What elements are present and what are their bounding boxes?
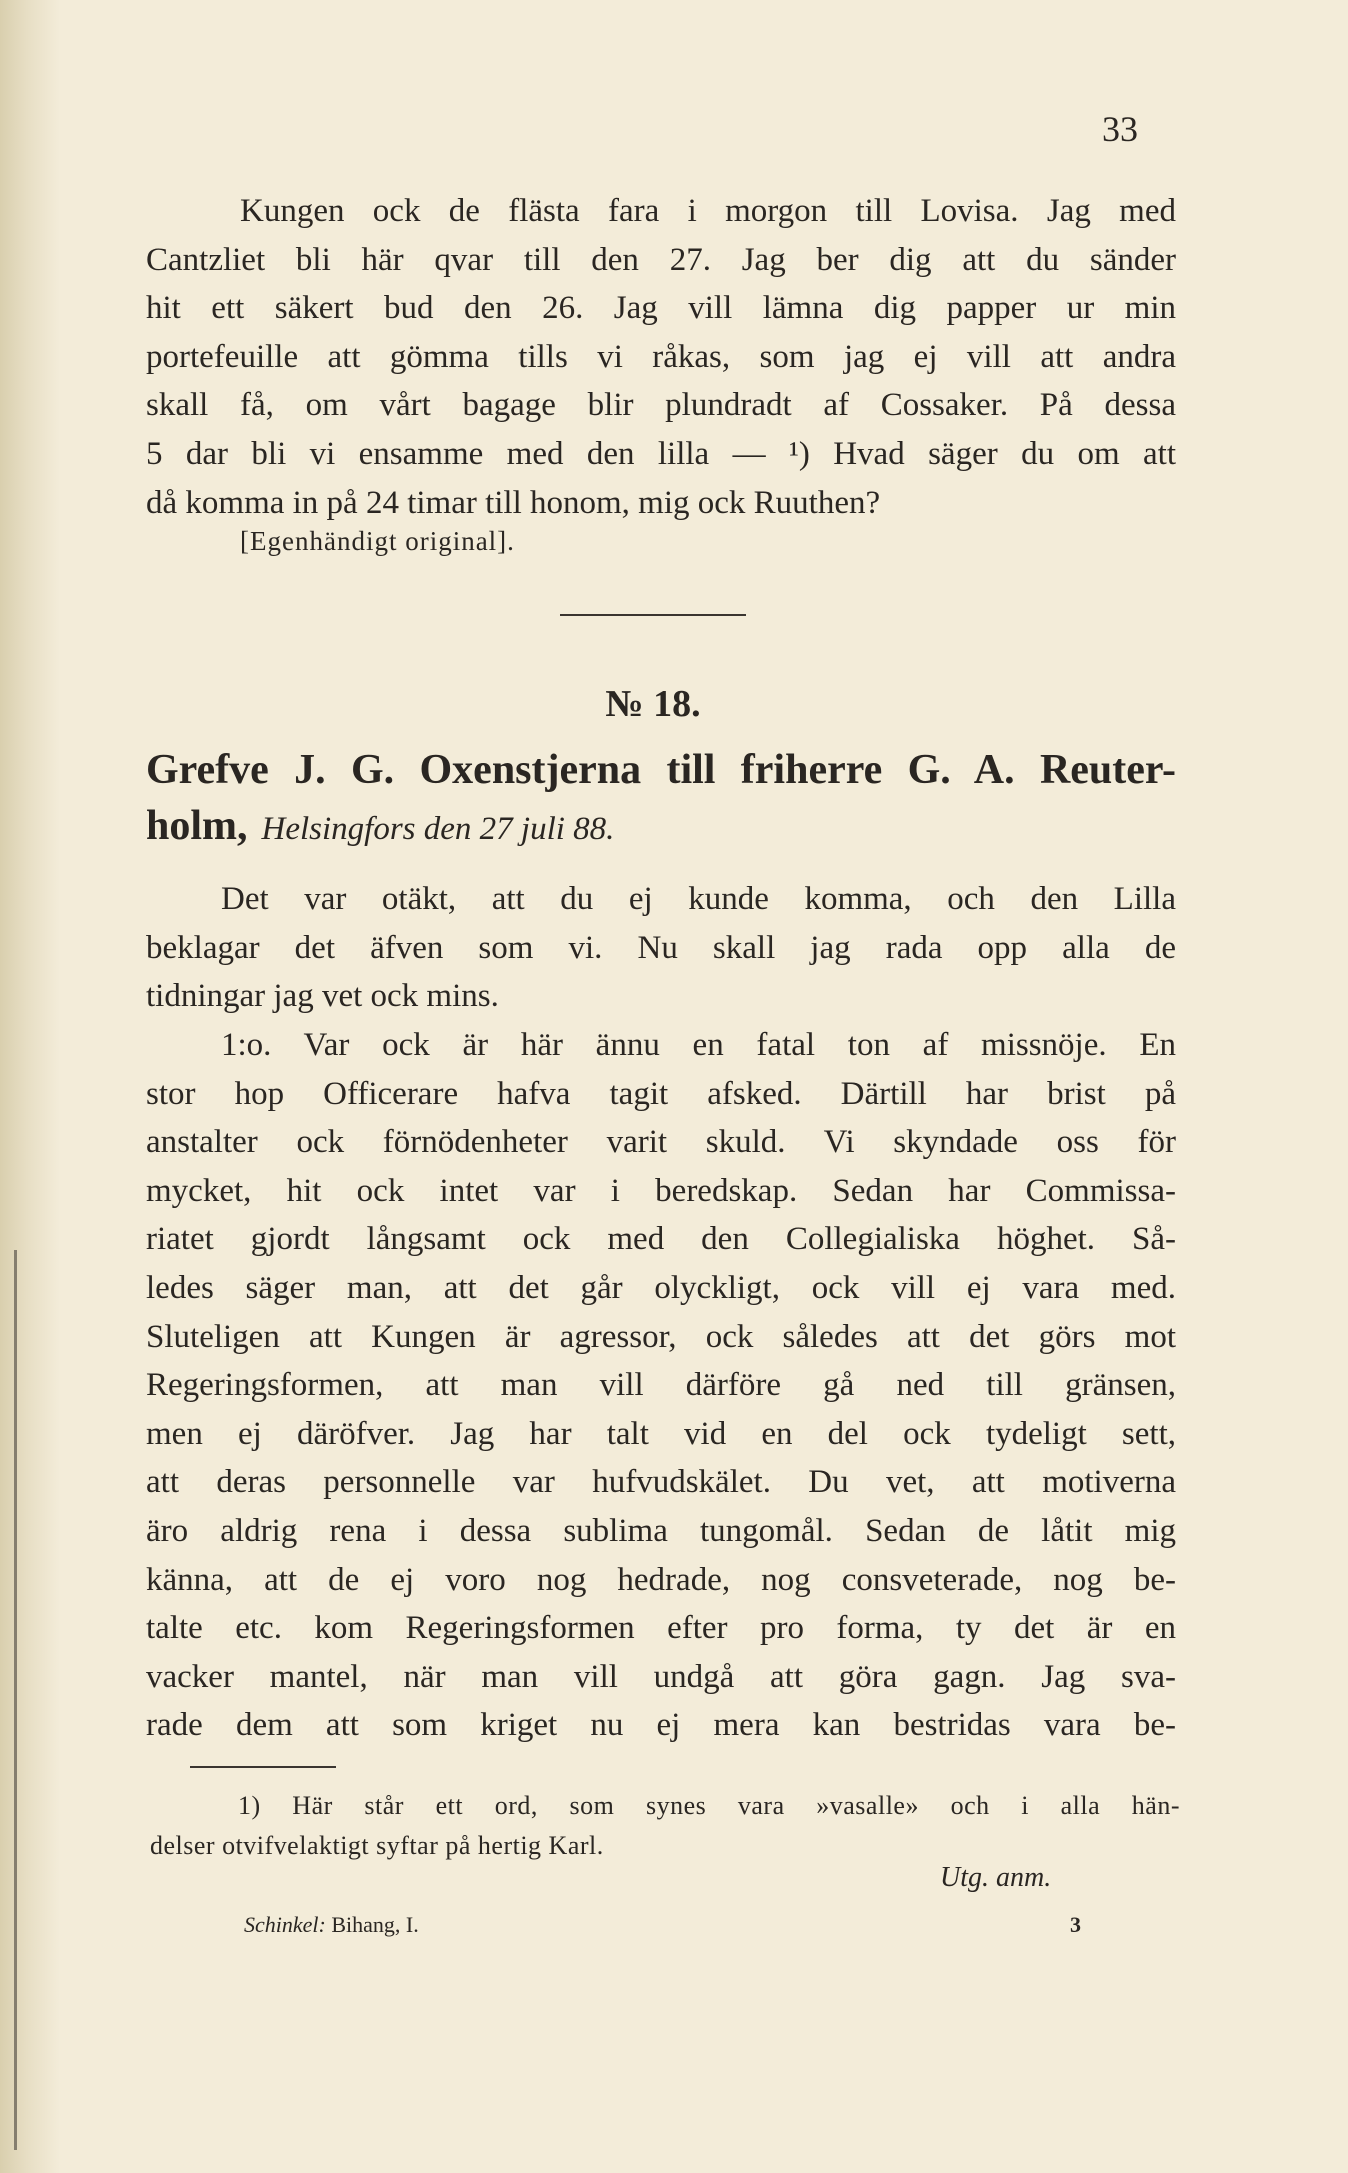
sheet-number: 3 <box>1070 1912 1081 1937</box>
text-line: Kungen ock de flästa fara i morgon till Lovisa. Jag med <box>240 193 1176 229</box>
signature-text: Bihang, I. <box>331 1912 419 1937</box>
printer-signature <box>244 1912 419 1938</box>
text-line: då komma in på 24 timar till honom, mig ock Ruuthen? <box>146 484 881 521</box>
letter-17-closing-paragraph <box>146 187 1176 527</box>
footnote-line-1: 1) Här står ett ord, som synes vara »vasalle» och i alla hän- <box>238 1791 1180 1820</box>
text-line: Cantzliet bli här qvar till den 27. Jag ber dig att du sänder <box>146 241 1176 278</box>
footnote-line-2: delser otvifvelaktigt syftar på hertig Karl. <box>150 1831 604 1860</box>
text-line: 1:o. Var ock är här ännu en fatal ton af missnöje. En <box>221 1027 1176 1063</box>
text-line: Regeringsformen, att man vill därföre gå ned till gränsen, <box>146 1367 1176 1404</box>
signature-title: Schinkel: <box>244 1912 326 1937</box>
text-line: hit ett säkert bud den 26. Jag vill lämna dig papper ur min <box>146 290 1176 327</box>
text-line: rade dem att som kriget nu ej mera kan bestridas vara be- <box>146 1707 1176 1744</box>
heading-line-1: Grefve J. G. Oxenstjerna till friherre G. A. Reuter- <box>146 747 1176 793</box>
footnote-rule <box>190 1766 336 1768</box>
text-line: ledes säger man, att det går olyckligt, ock vill ej vara med. <box>146 1269 1176 1306</box>
text-line: Det var otäkt, att du ej kunde komma, och den Lilla <box>221 881 1176 917</box>
footnote <box>150 1786 1180 1866</box>
letter-18-paragraph-1 <box>146 875 1176 1021</box>
section-divider <box>560 614 746 616</box>
text-line: anstalter ock förnödenheter varit skuld. Vi skyndade oss för <box>146 1124 1176 1161</box>
text-line: talte etc. kom Regeringsformen efter pro forma, ty det är en <box>146 1610 1176 1647</box>
text-line: riatet gjordt långsamt ock med den Collegialiska höghet. Så- <box>146 1221 1176 1258</box>
text-line: äro aldrig rena i dessa sublima tungomål. Sedan de låtit mig <box>146 1512 1176 1549</box>
text-line: att deras personnelle var hufvudskälet. Du vet, att motiverna <box>146 1464 1176 1501</box>
page-number: 33 <box>1102 109 1138 149</box>
letter-18-paragraph-2 <box>146 1021 1176 1750</box>
text-line: vacker mantel, när man vill undgå att göra gagn. Jag sva- <box>146 1658 1176 1695</box>
text-line: tidningar jag vet ock mins. <box>146 978 499 1015</box>
letter-number: № 18. <box>605 683 701 725</box>
text-line: Sluteligen att Kungen är agressor, ock således att det görs mot <box>146 1318 1176 1355</box>
editor-note: Utg. anm. <box>940 1862 1052 1893</box>
text-line: beklagar det äfven som vi. Nu skall jag rada opp alla de <box>146 929 1176 966</box>
text-line: skall få, om vårt bagage blir plundradt af Cossaker. På dessa <box>146 387 1176 424</box>
letter-heading <box>146 742 1176 857</box>
heading-line-2 <box>146 798 1176 857</box>
text-line: känna, att de ej voro nog hedrade, nog consveterade, nog be- <box>146 1561 1176 1598</box>
dateline: Helsingfors den 27 juli 88. <box>261 811 615 847</box>
binding-edge <box>0 0 60 2173</box>
text-line: stor hop Officerare hafva tagit afsked. Därtill har brist på <box>146 1075 1176 1112</box>
text-line: portefeuille att gömma tills vi råkas, som jag ej vill att andra <box>146 338 1176 375</box>
text-line: 5 dar bli vi ensamme med den lilla — ¹) Hvad säger du om att <box>146 435 1176 472</box>
text-line: men ej däröfver. Jag har talt vid en del ock tydeligt sett, <box>146 1415 1176 1452</box>
original-source-note: [Egenhändigt original]. <box>240 526 515 556</box>
heading-line-2-text: holm, <box>146 803 248 849</box>
text-line: mycket, hit ock intet var i beredskap. Sedan har Commissa- <box>146 1172 1176 1209</box>
binding-stitch-line <box>14 1250 17 2150</box>
